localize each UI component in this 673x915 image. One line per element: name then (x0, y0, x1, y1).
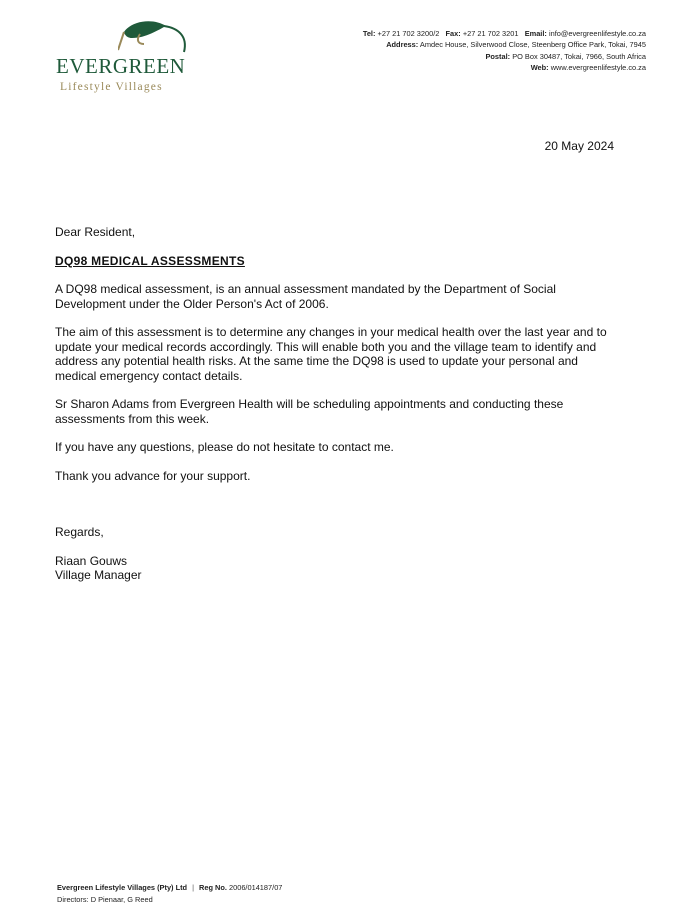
fax-label: Fax: (445, 29, 461, 38)
email-link[interactable]: info@evergreenlifestyle.co.za (548, 29, 646, 38)
footer-directors-line (57, 894, 282, 906)
footer (57, 882, 282, 906)
paragraph: If you have any questions, please do not hesitate to contact me. (55, 440, 394, 454)
reg-label: Reg No. (199, 883, 227, 892)
contact-block (363, 28, 646, 74)
fax-value: +27 21 702 3201 (462, 29, 519, 38)
web-label: Web: (530, 63, 549, 73)
letter-body (55, 225, 615, 583)
directors-value: D Pienaar, G Reed (90, 895, 153, 904)
signatory-name: Riaan Gouws (55, 553, 128, 568)
leaf-icon (118, 16, 198, 56)
letter-date: 20 May 2024 (544, 139, 614, 153)
address-label: Address: (386, 40, 419, 50)
closing: Regards, (55, 525, 104, 539)
paragraph: Thank you advance for your support. (55, 468, 251, 483)
paragraph: The aim of this assessment is to determine any changes in your medical health over the last year and to update your medical records accordingly. This will enable both you and the village team to identify and address any potential health risks. At the same time the DQ98 is used to update your personal and medical emergency contact details. (55, 325, 607, 383)
address-value: Amdec House, Silverwood Close, Steenberg Office Park, Tokai, 7945 (419, 40, 646, 50)
paragraph: A DQ98 medical assessment, is an annual assessment mandated by the Department of Social Development under the Older Person's Act of 2006. (55, 282, 556, 311)
tel-value: +27 21 702 3200/2 (377, 29, 440, 38)
web-link[interactable]: www.evergreenlifestyle.co.za (550, 63, 646, 73)
contact-line-address (363, 39, 646, 50)
brand-tagline: Lifestyle Villages (60, 81, 163, 93)
postal-value: PO Box 30487, Tokai, 7966, South Africa (512, 51, 646, 61)
postal-label: Postal: (485, 51, 511, 61)
contact-line-web (363, 62, 646, 73)
contact-line-postal (363, 51, 646, 62)
signatory-title: Village Manager (55, 568, 142, 582)
email-label: Email: (524, 29, 547, 38)
contact-line-phone (363, 28, 646, 39)
footer-company-line (57, 882, 282, 894)
footer-separator: | (192, 883, 194, 892)
directors-label: Directors: (57, 895, 89, 904)
tel-label: Tel: (362, 29, 376, 38)
company-logo (54, 14, 204, 98)
reg-number: 2006/014187/07 (228, 883, 283, 892)
brand-name: EVERGREEN (56, 54, 186, 78)
company-name: Evergreen Lifestyle Villages (Pty) Ltd (57, 883, 188, 892)
subject-heading: DQ98 MEDICAL ASSESSMENTS (55, 253, 245, 268)
salutation: Dear Resident, (55, 225, 136, 239)
paragraph: Sr Sharon Adams from Evergreen Health will be scheduling appointments and conducting these assessments from this week. (55, 397, 564, 426)
